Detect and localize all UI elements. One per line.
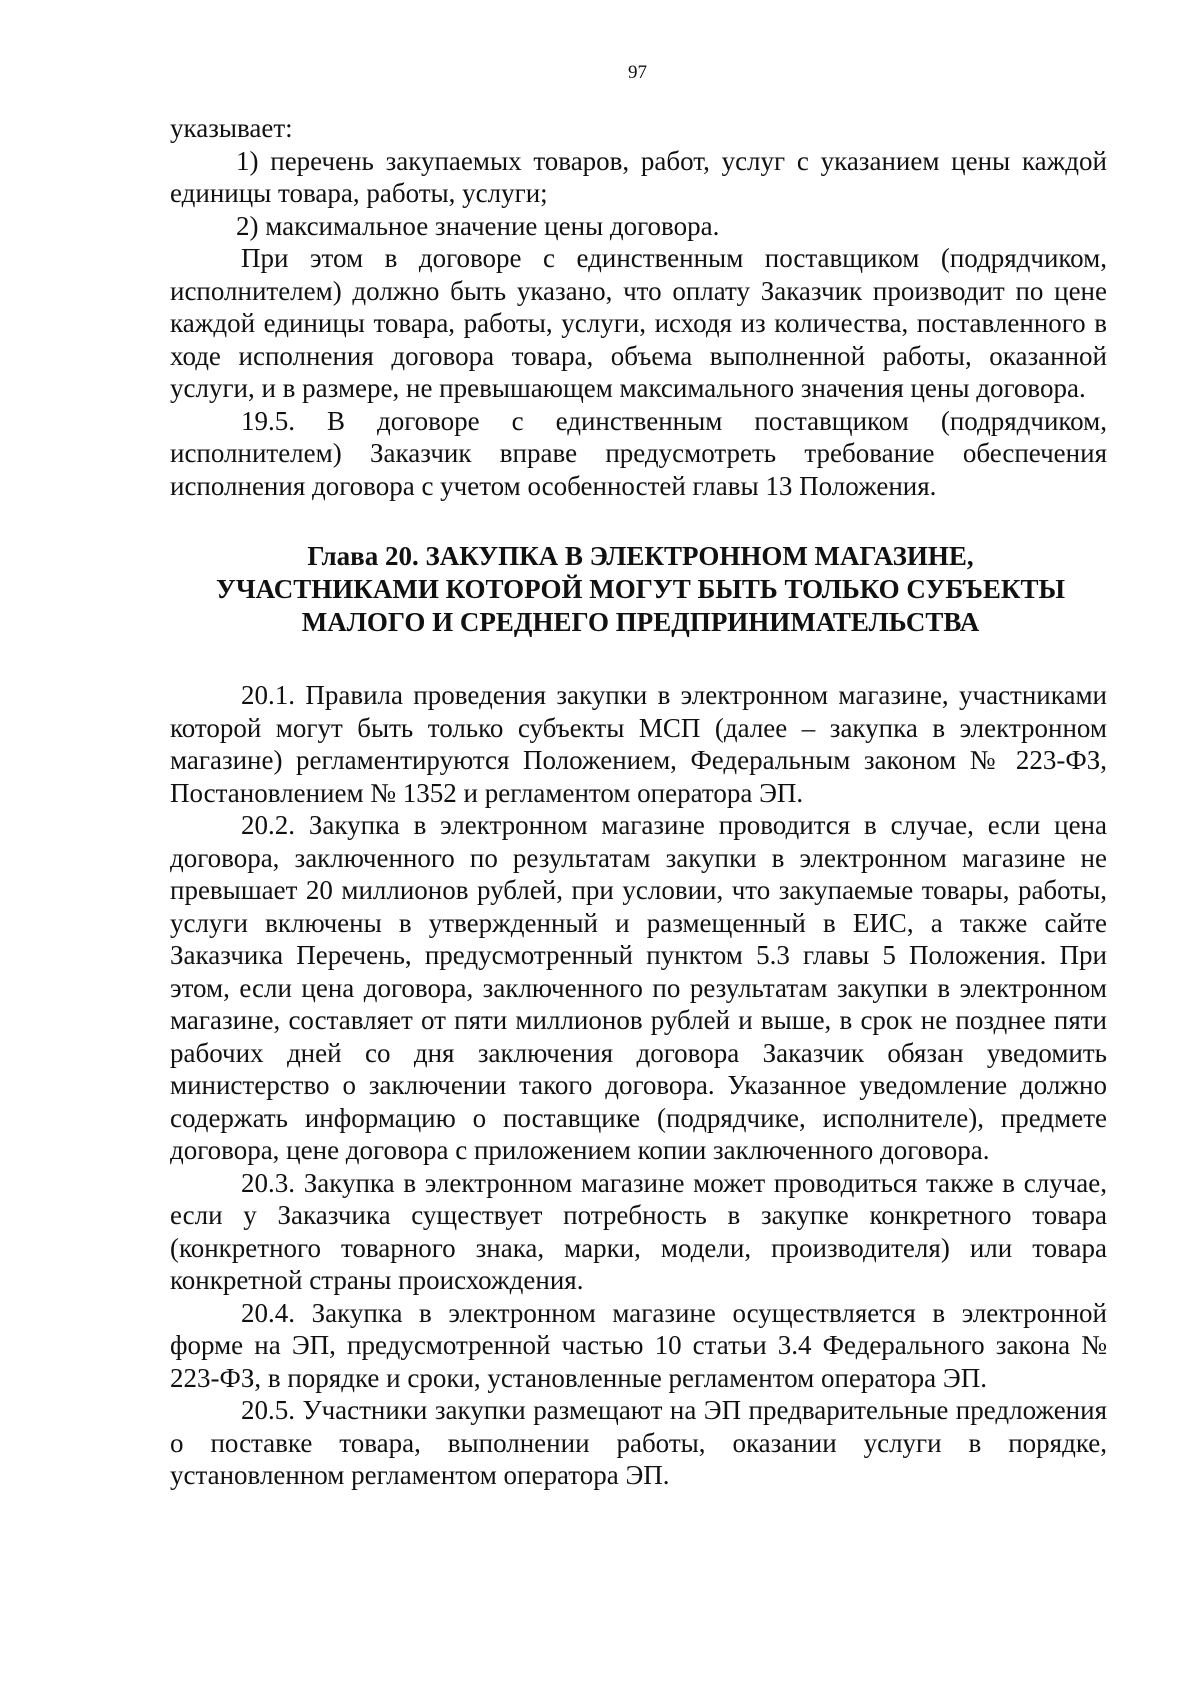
paragraph-20-5: 20.5. Участники закупки размещают на ЭП предварительные предложения о поставке товара, выполнении работы, оказании услуги в порядке, установленном регламентом оператора ЭП.	[170, 1395, 1107, 1490]
document-body	[170, 112, 1107, 1492]
paragraph-intro: указывает:	[170, 113, 293, 143]
paragraph-payment-terms: При этом в договоре с единственным поставщиком (подрядчиком, исполнителем) должно быть указано, что оплату Заказчик производит по цене каждой единицы товара, работы, услуги, исходя из количества, поставленного в ходе исполнения договора товара, объема выполненной работы, оказанной услуги, и в размере, не превышающем максимального значения цены договора.	[170, 243, 1107, 403]
chapter-heading-line-3: МАЛОГО И СРЕДНЕГО ПРЕДПРИНИМАТЕЛЬСТВА	[301, 607, 980, 637]
chapter-heading-line-2: УЧАСТНИКАМИ КОТОРОЙ МОГУТ БЫТЬ ТОЛЬКО СУБЪЕКТЫ	[216, 574, 1065, 604]
paragraph-19-5: 19.5. В договоре с единственным поставщиком (подрядчиком, исполнителем) Заказчик вправе предусмотреть требование обеспечения исполнения договора с учетом особенностей главы 13 Положения.	[170, 405, 1107, 501]
paragraph-20-2: 20.2. Закупка в электронном магазине проводится в случае, если цена договора, заключенного по результатам закупки в электронном магазине не превышает 20 миллионов рублей, при условии, что закупаемые товары, работы, услуги включены в утвержденный и размещенный в ЕИС, а также сайте Заказчика Перечень, предусмотренный пунктом 5.3 главы 5 Положения. При этом, если цена договора, заключенного по результатам закупки в электронном магазине, составляет от пяти миллионов рублей и выше, в срок не позднее пяти рабочих дней со дня заключения договора Заказчик обязан уведомить министерство о заключении такого договора. Указанное уведомление должно содержать информацию о поставщике (подрядчике, исполнителе), предмете договора, цене договора с приложением копии заключенного договора.	[170, 810, 1107, 1165]
page-number: 97	[628, 62, 647, 83]
paragraph-20-4: 20.4. Закупка в электронном магазине осуществляется в электронной форме на ЭП, предусмотренной частью 10 статьи 3.4 Федерального закона № 223-ФЗ, в порядке и сроки, установленные регламентом оператора ЭП.	[170, 1297, 1107, 1393]
paragraph-20-3: 20.3. Закупка в электронном магазине может проводиться также в случае, если у Заказчика существует потребность в закупке конкретного товара (конкретного товарного знака, марки, модели, производителя) или товара конкретной страны происхождения.	[170, 1167, 1107, 1295]
list-item-1: 1) перечень закупаемых товаров, работ, услуг с указанием цены каждой единицы товара, работы, услуги;	[170, 145, 1107, 208]
chapter-heading-line-1: Глава 20. ЗАКУПКА В ЭЛЕКТРОННОМ МАГАЗИНЕ,	[307, 541, 974, 571]
chapter-heading	[170, 540, 1107, 639]
list-item-2: 2) максимальное значение цены договора.	[236, 210, 720, 241]
paragraph-20-1: 20.1. Правила проведения закупки в электронном магазине, участниками которой могут быть только субъекты МСП (далее – закупка в электронном магазине) регламентируются Положением, Федеральным законом № 223-ФЗ, Постановлением № 1352 и регламентом оператора ЭП.	[170, 680, 1107, 808]
